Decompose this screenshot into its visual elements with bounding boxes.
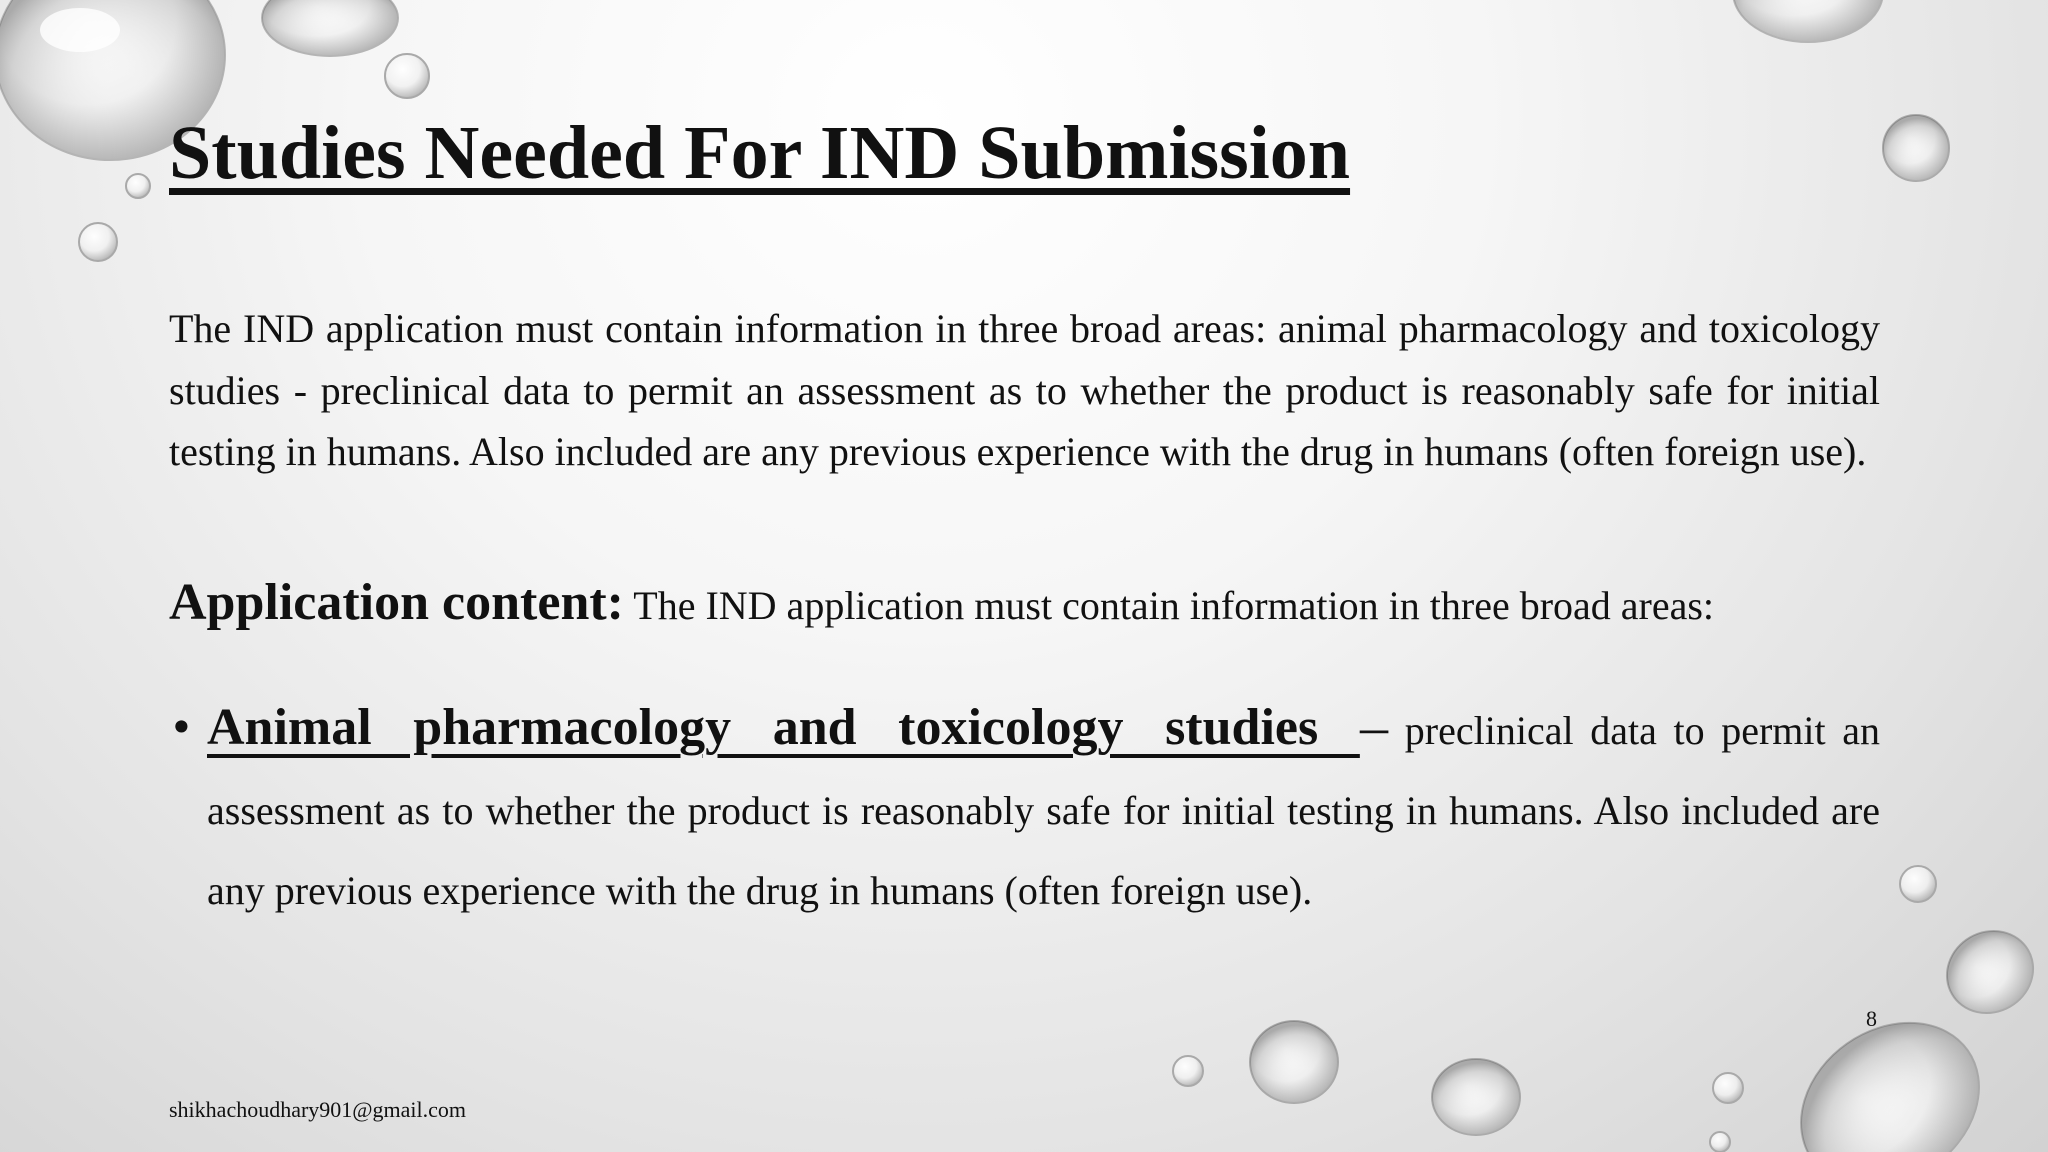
footer-email: shikhachoudhary901@gmail.com xyxy=(169,1097,467,1122)
top-right-drops xyxy=(1733,0,1949,181)
bullet-heading: Animal pharmacology and toxicology studies xyxy=(207,699,1360,756)
bullet-marker: • xyxy=(169,703,194,752)
application-content-line xyxy=(169,568,1929,641)
bullet-text: preclinical data to permit an assessment as to whether the product is reasonably safe for initial testing in humans. Also included are any previous experience with the drug in humans (often foreign use). xyxy=(207,708,1880,913)
page-number: 8 xyxy=(1866,1006,1877,1031)
slide-title: Studies Needed For IND Submission xyxy=(169,111,1351,195)
intro-paragraph: The IND application must contain information in three broad areas: animal pharmacology and toxicology studies - preclinical data to permit an assessment as to whether the product is reasonably safe for initial testing in humans. Also included are any previous experience with the drug in humans (often foreign use). xyxy=(169,306,1880,474)
bullet-dash: ─ xyxy=(1359,708,1389,753)
bullet-item xyxy=(169,688,1880,931)
application-content-label: Application content: xyxy=(169,574,624,631)
application-content-text: The IND application must contain information in three broad areas: xyxy=(624,583,1715,628)
